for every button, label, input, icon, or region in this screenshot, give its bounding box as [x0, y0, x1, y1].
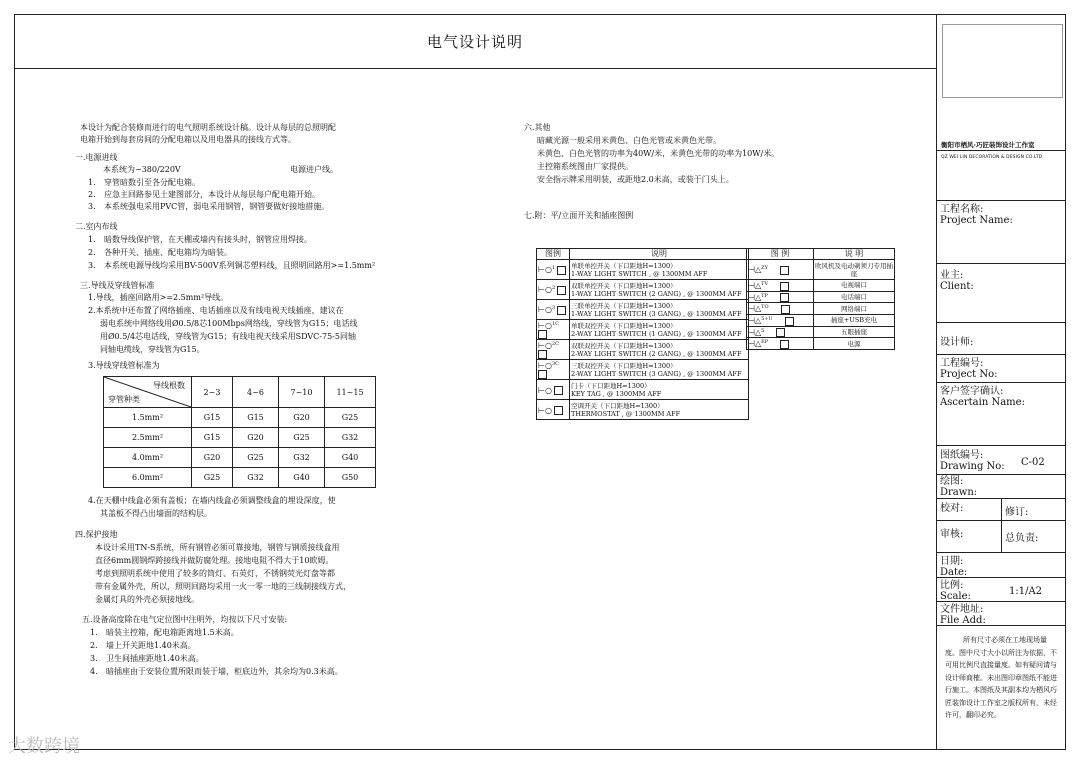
socket-symbol-icon: ⊣△$^{5+U}$ — [747, 314, 814, 326]
legend-row — [747, 303, 895, 315]
table-cell: G20 — [192, 448, 233, 468]
section-3-line-1: 1.导线，插座回路用>=2.5mm²导线。 — [88, 293, 229, 302]
column-header: 说 明 — [814, 249, 895, 260]
socket-symbol-icon: ⊣△$^{TP}$ — [747, 291, 814, 303]
legend-row — [747, 326, 895, 338]
intro-line-2: 电箱开始到每套房间的分配电箱以及用电器具的接线方式等。 — [80, 135, 296, 144]
switch-symbol-icon: ⊢○$^{1C}$ — [537, 320, 570, 340]
section-6-line: 主控箱系统图由厂家提供。 — [537, 162, 633, 171]
legend-desc: 电视端口 — [814, 280, 895, 292]
row-label: 6.0mm² — [104, 468, 192, 488]
table-row — [104, 448, 376, 468]
socket-symbol-icon: ⊣△$^5$ — [747, 326, 814, 338]
table-diagonal-header — [104, 377, 192, 408]
firm-name-cn: 衡阳市栖风·巧匠装饰设计工作室 — [941, 141, 1035, 149]
section-5-heading: 五.设备高度除在电气定位图中注明外，均按以下尺寸安装: — [82, 615, 288, 624]
section-1-line: 本系统为~380/220V — [103, 165, 181, 174]
section-6-line: 暗藏光源一般采用米黄色、白色光管或米黄色光带。 — [537, 136, 721, 145]
section-3-line-4a: 4.在天棚中线盒必须有盖板；在墙内线盒必须调整线盒的埋设深度，使 — [88, 496, 336, 505]
legend-row — [537, 260, 749, 280]
watermark: 大数跨境 — [8, 736, 80, 757]
table-cell: G15 — [192, 428, 233, 448]
table-cell: G20 — [279, 408, 325, 428]
legend-row — [537, 380, 749, 400]
table-cell: G40 — [325, 448, 376, 468]
table-cell: G25 — [325, 408, 376, 428]
divider — [937, 150, 1066, 151]
socket-symbol-icon: ⊣△$^{EP}$ — [747, 338, 814, 350]
table-cell: G15 — [192, 408, 233, 428]
section-3-line-2d: 同轴电缆线，穿线管为G15。 — [100, 345, 205, 354]
section-3-line-2a: 2.本系统中还布置了网络插座、电话插座以及有线电视天线插座，建议在 — [88, 306, 344, 315]
legend-desc: 双联双控开关（下口距地H=1300） 2-WAY LIGHT SWITCH (2 GANG) , @ 1300MM AFF — [570, 340, 749, 360]
list-item: 2. 墙上开关距地1.40米高。 — [90, 641, 196, 650]
section-4-line: 本设计采用TN-S系统，所有钢管必须可靠接地，钢管与钢质接线盒用 — [95, 543, 340, 552]
legend-desc: 电话端口 — [814, 291, 895, 303]
section-3-line-2b: 弱电系统中网络线用Ø0.5/8芯100Mbps网络线，穿线管为G15；电话线 — [100, 319, 358, 328]
divider — [937, 552, 1066, 553]
list-item: 1. 暗数导线保护管，在天棚或墙内有接头时，钢管应用焊接。 — [88, 235, 312, 244]
legend-row — [747, 314, 895, 326]
table-cell: G32 — [279, 448, 325, 468]
legend-desc: 单联双控开关（下口距地H=1300） 2-WAY LIGHT SWITCH (1 GANG) , @ 1300MM AFF — [570, 320, 749, 340]
review-label: 审核: — [940, 529, 964, 540]
divider — [937, 382, 1066, 383]
section-4-heading: 四.保护接地 — [75, 530, 118, 539]
section-6-line: 米黄色、白色光管的功率为40W/米，米黄色光带的功率为10W/米。 — [537, 149, 780, 158]
row-label: 2.5mm² — [104, 428, 192, 448]
list-item: 2. 应急主回路参见土建图部分，本设计从每层每户配电箱开始。 — [88, 190, 320, 199]
list-item: 1. 暗装主控箱，配电箱距离地1.5米高。 — [90, 628, 239, 637]
divider — [937, 445, 1066, 446]
divider — [937, 474, 1066, 475]
check-label: 校对: — [940, 503, 964, 514]
table-cell: G25 — [192, 468, 233, 488]
switch-legend-table — [536, 248, 749, 420]
legend-desc: 空调开关（下口距地H=1300） THERMOSTAT , @ 1300MM AFF — [570, 400, 749, 420]
section-4-line: 考虑到照明系统中使用了较多的筒灯、石英灯，不锈钢荧光灯盘等都 — [95, 569, 335, 578]
switch-symbol-icon: ⊢○ — [537, 400, 570, 420]
section-7-heading: 七.附：平/立面开关和插座图例 — [524, 211, 634, 220]
switch-symbol-icon: ⊢○$^{3C}$ — [537, 360, 570, 380]
list-item: 3. 卫生间插座距地1.40米高。 — [90, 654, 204, 663]
legend-row — [747, 280, 895, 292]
legend-row — [537, 340, 749, 360]
scale-value: 1:1/A2 — [1009, 586, 1043, 597]
section-4-line: 带有金属外壳，所以，照明回路均采用一火一零一地的三线制接线方式， — [95, 582, 351, 591]
legend-row — [537, 360, 749, 380]
switch-symbol-icon: ⊢○$^2$ — [537, 280, 570, 300]
title-block — [936, 14, 1066, 750]
list-item: 4. 暗插座由于安装位置所限而装于墙，柜底边外，其余均为0.3米高。 — [90, 667, 343, 676]
drawing-no-value: C-02 — [1021, 457, 1045, 468]
column-header: 7~10 — [279, 377, 325, 408]
table-cell: G32 — [325, 428, 376, 448]
client-label: 业主: Client: — [940, 270, 974, 292]
section-4-line: 直径6mm圆钢焊跨接线并做防腐处理。接地电阻不得大于10欧姆。 — [95, 556, 334, 565]
column-header: 11~15 — [325, 377, 376, 408]
legend-row — [537, 280, 749, 300]
divider — [937, 601, 1066, 602]
table-cell: G25 — [279, 428, 325, 448]
section-1-heading: 一.电源进线 — [75, 153, 118, 162]
list-item: 3. 本系统强电采用PVC管，弱电采用钢管，钢管要做好接地措施。 — [88, 202, 330, 211]
legend-desc: 五眼插座 — [814, 326, 895, 338]
page-title: 电气设计说明 — [14, 14, 936, 69]
legend-row — [537, 400, 749, 420]
table-cell: G40 — [279, 468, 325, 488]
section-1-line-b: 电源进户线。 — [290, 165, 338, 174]
logo-placeholder — [942, 24, 1063, 98]
legend-desc: 插座+USB充电 — [814, 314, 895, 326]
socket-legend-table — [746, 248, 895, 350]
legend-row — [537, 300, 749, 320]
switch-symbol-icon: ⊢○ — [537, 380, 570, 400]
section-3-line-4b: 其盖板不得凸出墙面的结构层。 — [100, 509, 212, 518]
switch-symbol-icon: ⊢○$^3$ — [537, 300, 570, 320]
section-3-line-3: 3.导线穿线管标准为 — [88, 361, 160, 370]
section-4-line: 金属灯具的外壳必须接地线。 — [95, 595, 199, 604]
row-label: 4.0mm² — [104, 448, 192, 468]
table-row — [104, 408, 376, 428]
legend-desc: 双联单控开关（下口距地H=1300） 1-WAY LIGHT SWITCH (2 GANG) , @ 1300MM AFF — [570, 280, 749, 300]
table-row — [104, 468, 376, 488]
diag-bottom-label: 穿管种类 — [108, 395, 140, 404]
list-item: 1. 穿管暗数引至各分配电箱。 — [88, 178, 200, 187]
divider — [1001, 498, 1002, 552]
legend-desc: 门卡（下口距地H=1300） KEY TAG , @ 1300MM AFF — [570, 380, 749, 400]
wire-conduit-table — [103, 376, 376, 488]
file-add-label: 文件地址: File Add: — [940, 604, 986, 626]
divider — [937, 200, 1066, 201]
section-2-heading: 二.室内布线 — [75, 222, 118, 231]
column-header: 图例 — [537, 249, 570, 260]
column-header: 2~3 — [192, 377, 233, 408]
divider — [937, 322, 1066, 323]
legend-row — [537, 320, 749, 340]
table-cell: G50 — [325, 468, 376, 488]
date-label: 日期: Date: — [940, 556, 968, 578]
divider — [937, 354, 1066, 355]
chief-label: 总负责: — [1005, 533, 1039, 544]
diag-top-label: 导线根数 — [153, 381, 185, 390]
divider — [937, 263, 1066, 264]
legend-desc: 三联单控开关（下口距地H=1300） 1-WAY LIGHT SWITCH (3 GANG) , @ 1300MM AFF — [570, 300, 749, 320]
legend-row — [747, 291, 895, 303]
designer-label: 设计师: — [940, 337, 974, 348]
table-cell: G25 — [233, 448, 279, 468]
revise-label: 修订: — [1005, 507, 1029, 518]
section-6-heading: 六.其他 — [524, 123, 551, 132]
section-3-line-2c: 用Ø0.5/4芯电话线，穿线管为G15；有线电视天线采用SDVC-75-5同轴 — [100, 332, 356, 341]
firm-name-en: QZ WEI LIN DECORATION & DESIGN CO.LTD — [941, 155, 1043, 160]
divider — [937, 625, 1066, 626]
intro-line-1: 本设计为配合装修而进行的电气照明系统设计稿。设计从每层的总照明配 — [80, 123, 336, 132]
ascertain-label: 客户签字确认: Ascertain Name: — [940, 386, 1025, 408]
copyright-note: 所有尺寸必须在工地现场量度。图中尺寸大小以所注为依据，不可用比例尺直接量度。如有疑问请与设计师商榷。未出图印章图纸不能进行施工。本图纸及其副本均为栖风巧匠装饰设计工作室之版权所有，未经许可，翻印必究。 — [945, 636, 1057, 719]
table-row — [104, 428, 376, 448]
legend-desc: 电源 — [814, 338, 895, 350]
scale-label: 比例: Scale: — [940, 580, 971, 602]
legend-desc: 三联双控开关（下口距地H=1300） 2-WAY LIGHT SWITCH (3 GANG) , @ 1300MM AFF — [570, 360, 749, 380]
switch-symbol-icon: ⊢○$^1$ — [537, 260, 570, 280]
column-header: 4~6 — [233, 377, 279, 408]
legend-desc: 吹风机及电动剃须刀专用插座 — [815, 261, 893, 278]
column-header: 图 例 — [747, 249, 814, 260]
legend-row — [747, 260, 895, 280]
legend-desc: 网络端口 — [814, 303, 895, 315]
row-label: 1.5mm² — [104, 408, 192, 428]
legend-desc: 单联单控开关（下口距地H=1300） 1-WAY LIGHT SWITCH , @ 1300MM AFF — [570, 260, 749, 280]
socket-symbol-icon: ⊣△$^{TV}$ — [747, 280, 814, 292]
list-item: 3. 本系统电源导线均采用BV-500V系列铜芯塑料线，且照明回路用>=1.5mm² — [88, 261, 376, 270]
project-name-label: 工程名称: Project Name: — [940, 204, 1013, 226]
socket-symbol-icon: ⊣△$^{ZY}$ — [747, 260, 814, 280]
column-header: 说明 — [570, 249, 749, 260]
drawing-no-label: 图纸编号: Drawing No: — [940, 450, 1005, 472]
section-6-line: 安全指示牌采用明装，或距地2.0米高，或装于门头上。 — [537, 175, 734, 184]
table-cell: G20 — [233, 428, 279, 448]
table-cell: G32 — [233, 468, 279, 488]
table-cell: G15 — [233, 408, 279, 428]
drawn-label: 绘图: Drawn: — [940, 476, 978, 498]
divider — [937, 577, 1066, 578]
switch-symbol-icon: ⊢○$^{2C}$ — [537, 340, 570, 360]
legend-row — [747, 338, 895, 350]
project-no-label: 工程编号: Project No: — [940, 358, 998, 380]
section-3-heading: 三.导线及穿线管标准 — [80, 281, 155, 290]
divider — [937, 520, 1066, 521]
socket-symbol-icon: ⊣△$^{TO}$ — [747, 303, 814, 315]
list-item: 2. 各种开关、插座、配电箱均为暗装。 — [88, 248, 232, 257]
